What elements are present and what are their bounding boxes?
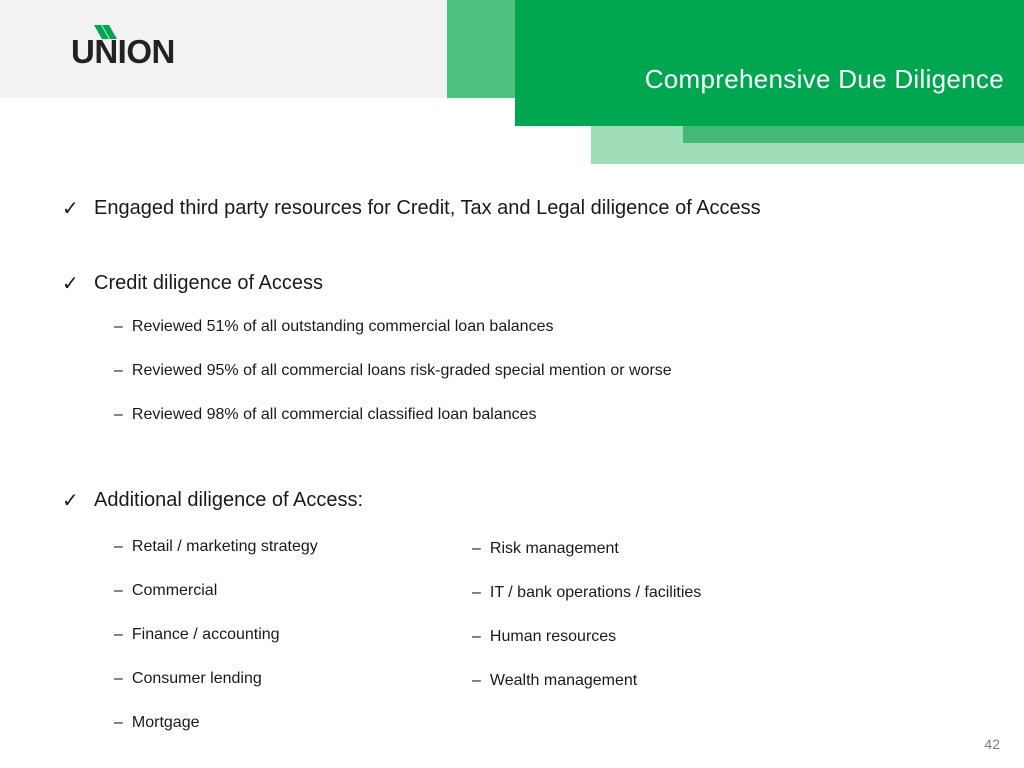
- dash-icon: –: [114, 538, 123, 555]
- sub-item-text: Finance / accounting: [131, 626, 280, 643]
- dash-icon: –: [114, 714, 123, 731]
- title-box: [515, 0, 1024, 126]
- sub-item-text: Retail / marketing strategy: [131, 538, 318, 555]
- bullet-credit-diligence: [62, 271, 323, 296]
- logo-text: UNION: [71, 33, 175, 70]
- sub-item-text: IT / bank operations / facilities: [489, 584, 702, 601]
- sub-item-text: Reviewed 51% of all outstanding commercial loan balances: [131, 318, 554, 335]
- sub-item-text: Commercial: [131, 582, 218, 599]
- sub-item: [114, 670, 262, 688]
- sub-item: [472, 628, 616, 646]
- dash-icon: –: [472, 540, 481, 557]
- sub-item-text: Human resources: [489, 628, 617, 645]
- dash-icon: –: [472, 672, 481, 689]
- sub-item: [472, 584, 701, 602]
- bullet-text: Credit diligence of Access: [94, 272, 324, 294]
- dash-icon: –: [472, 584, 481, 601]
- sub-item-text: Wealth management: [489, 672, 638, 689]
- bullet-text: Engaged third party resources for Credit, Tax and Legal diligence of Access: [94, 197, 761, 219]
- page-title: Comprehensive Due Diligence: [644, 64, 1004, 94]
- page-number: 42: [984, 736, 1000, 752]
- sub-item: [114, 538, 318, 556]
- check-icon: ✓: [62, 490, 79, 512]
- union-logo: [71, 25, 181, 69]
- sub-item-text: Consumer lending: [131, 670, 262, 687]
- sub-item-text: Mortgage: [131, 714, 200, 731]
- dash-icon: –: [114, 406, 123, 423]
- check-icon: ✓: [62, 198, 79, 220]
- header-light-green-band: [447, 0, 517, 98]
- bullet-third-party: [62, 196, 761, 221]
- sub-item-text: Risk management: [489, 540, 619, 557]
- dash-icon: –: [114, 670, 123, 687]
- sub-item: [114, 714, 200, 732]
- dash-icon: –: [114, 362, 123, 379]
- sub-item-text: Reviewed 95% of all commercial loans risk-graded special mention or worse: [131, 362, 672, 379]
- dash-icon: –: [114, 582, 123, 599]
- sub-item: [472, 540, 619, 558]
- sub-item: [472, 672, 637, 690]
- dash-icon: –: [114, 318, 123, 335]
- dash-icon: –: [114, 626, 123, 643]
- sub-item: [114, 582, 217, 600]
- sub-item: [114, 626, 280, 644]
- sub-item: [114, 406, 537, 424]
- bullet-text: Additional diligence of Access:: [94, 489, 364, 511]
- check-icon: ✓: [62, 273, 79, 295]
- header-gray-band: [0, 0, 447, 98]
- sub-item: [114, 318, 553, 336]
- dash-icon: –: [472, 628, 481, 645]
- sub-item-text: Reviewed 98% of all commercial classified loan balances: [131, 406, 537, 423]
- bullet-additional-diligence: [62, 488, 363, 513]
- header-light-green-accent: [683, 126, 1024, 143]
- sub-item: [114, 362, 672, 380]
